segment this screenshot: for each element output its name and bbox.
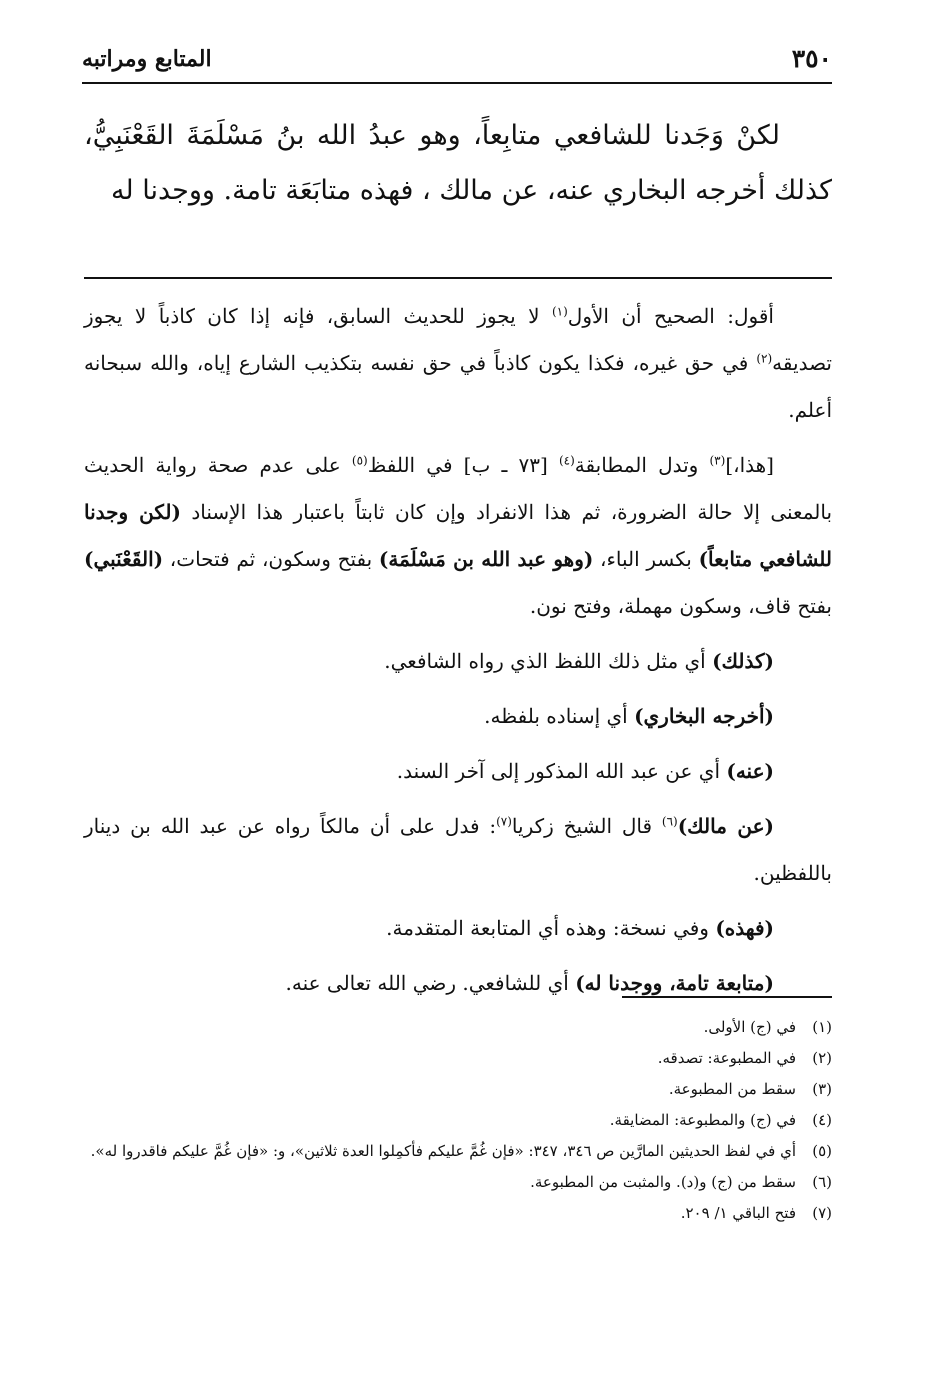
commentary-paragraph-3 — [84, 638, 832, 685]
footnote-ref-2: (٢) — [756, 351, 773, 366]
commentary-paragraph-8 — [84, 960, 832, 1007]
main-text — [84, 108, 832, 218]
text-run: أي إسناده بلفظه. — [484, 704, 635, 728]
footnote-text: سقط من المطبوعة. — [668, 1080, 796, 1098]
running-title: المتابع ومراتبه — [82, 46, 212, 72]
footnote — [84, 1043, 832, 1074]
text-run: أي عن عبد الله المذكور إلى آخر السند. — [396, 759, 727, 783]
text-run: لا يجوز للحديث السابق، فإنه إذا كان كاذباً لا يجوز تصديقه — [84, 304, 832, 375]
footnote-ref-5: (٥) — [351, 453, 368, 468]
header-divider — [82, 82, 832, 84]
text-run: وفي نسخة: وهذه أي المتابعة المتقدمة. — [386, 916, 716, 940]
commentary-paragraph-2 — [84, 442, 832, 630]
footnote-number: (٧) — [812, 1204, 832, 1222]
text-run: قال الشيخ زكريا — [511, 814, 662, 838]
text-run: على عدم صحة رواية الحديث بالمعنى إلا حالة الضرورة، ثم هذا الانفراد وإن كان ثابتاً باعتبار هذا الإسناد — [84, 453, 833, 524]
footnote-number: (١) — [812, 1018, 832, 1036]
quoted-lemma: (أخرجه البخاري) — [634, 704, 774, 728]
quoted-lemma: (عن مالك) — [677, 814, 774, 838]
commentary-paragraph-1 — [84, 293, 832, 434]
commentary — [84, 293, 832, 1015]
text-run: : فدل على أن مالكاً رواه عن عبد الله بن دينار باللفظين. — [84, 814, 832, 885]
page-header — [82, 44, 832, 84]
footnote-number: (٥) — [812, 1142, 832, 1160]
footnote — [84, 1074, 832, 1105]
footnote-number: (٣) — [812, 1080, 832, 1098]
text-run: [هذا،] — [725, 453, 774, 477]
text-run: في حق غيره، فكذا يكون كاذباً في حق نفسه بتكذيب الشارع إياه، والله سبحانه أعلم. — [84, 351, 832, 422]
quoted-lemma: (عنه) — [726, 759, 774, 783]
footnote-text: في (ج) الأولى. — [703, 1018, 796, 1036]
quoted-lemma: (القَعْنَبي) — [84, 547, 164, 571]
text-run: بفتح وسكون، ثم فتحات، — [163, 547, 379, 571]
footnote-text: في (ج) والمطبوعة: المضايقة. — [609, 1111, 796, 1129]
page-number: ٣٥٠ — [791, 44, 832, 73]
footnote-ref-1: (١) — [551, 304, 568, 319]
footnote-ref-7: (٧) — [496, 814, 512, 829]
main-text-paragraph: لكنْ وَجَدنا للشافعي متابِعاً، وهو عبدُ الله بنُ مَسْلَمَةَ القَعْنَبِيُّ، كذلك أخرجه البخاري عنه، عن مالك ، فهذه متابَعَة تامة. ووجدنا له — [84, 120, 832, 206]
text-run: أي مثل ذلك اللفظ الذي رواه الشافعي. — [384, 649, 713, 673]
commentary-paragraph-5 — [84, 748, 832, 795]
footnote-text: فتح الباقي ١/ ٢٠٩. — [680, 1204, 796, 1222]
quoted-lemma: (فهذه) — [715, 916, 774, 940]
footnotes — [84, 1012, 832, 1229]
footnote-text: في المطبوعة: تصدقه. — [657, 1049, 796, 1067]
text-run: بفتح قاف، وسكون مهملة، وفتح نون. — [529, 594, 832, 618]
footnote-number: (٢) — [812, 1049, 832, 1067]
text-run: أقول: الصحيح أن الأول — [567, 304, 774, 328]
main-text-divider — [84, 277, 832, 279]
footnote-text: سقط من (ج) و(د). والمثبت من المطبوعة. — [530, 1173, 796, 1191]
commentary-paragraph-4 — [84, 693, 832, 740]
footnote-ref-6: (٦) — [661, 814, 678, 829]
footnote — [84, 1167, 832, 1198]
footnote — [84, 1012, 832, 1043]
quoted-lemma: (وهو عبد الله بن مَسْلَمَة) — [378, 547, 594, 571]
footnote-ref-4: (٤) — [558, 453, 575, 468]
commentary-paragraph-7 — [84, 905, 832, 952]
quoted-lemma: (متابعة تامة، ووجدنا له) — [575, 971, 774, 995]
text-run: وتدل المطابقة — [574, 453, 710, 477]
footnotes-divider — [622, 996, 832, 998]
quoted-lemma: (كذلك) — [712, 649, 774, 673]
footnote-text: أي في لفظ الحديثين المارَّين ص ٣٤٦، ٣٤٧: «فإن غُمَّ عليكم فأكمِلوا العدة ثلاثين»، و: «فإن غُمَّ عليكم فاقدروا له». — [90, 1142, 796, 1160]
quoted-lemma: (لكن وجدنا للشافعي متابعاً) — [84, 500, 833, 571]
text-run: أي للشافعي. رضي الله تعالى عنه. — [285, 971, 576, 995]
text-run: بكسر الباء، — [593, 547, 699, 571]
footnote — [84, 1198, 832, 1229]
commentary-paragraph-6 — [84, 803, 832, 897]
footnote-number: (٦) — [812, 1173, 832, 1191]
footnote-ref-3: (٣) — [709, 453, 726, 468]
footnote-number: (٤) — [812, 1111, 832, 1129]
text-run: [٧٣ ـ ب] في اللفظ — [367, 453, 559, 477]
footnote — [84, 1105, 832, 1136]
footnote — [84, 1136, 832, 1167]
